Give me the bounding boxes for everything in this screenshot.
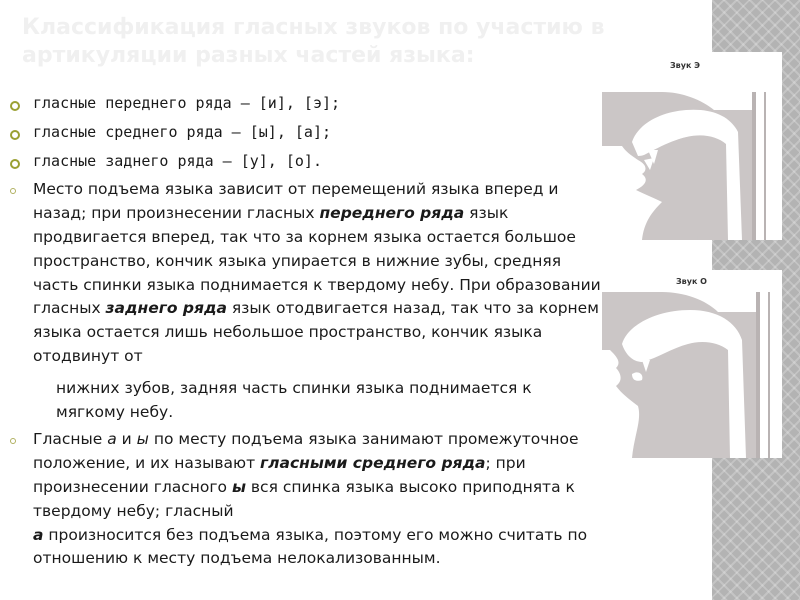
diagram-label-o: Звук О (676, 277, 707, 286)
articulation-diagram-e (602, 52, 782, 240)
list-item-middle-vowels: гласные среднего ряда — [ы], [а]; (10, 121, 602, 145)
diagram-label-e: Звук Э (670, 61, 701, 70)
emphasis-middle-row: гласными среднего ряда (260, 454, 486, 473)
list-item-back-vowels: гласные заднего ряда — [у], [о]. (10, 150, 602, 174)
emphasis-front-row: переднего ряда (319, 204, 465, 223)
articulation-diagram-e-drawing (602, 52, 782, 240)
bullet-icon (10, 159, 20, 169)
articulation-diagram-o (602, 270, 782, 458)
bullet-icon (10, 438, 16, 444)
paragraph-continuation: нижних зубов, задняя часть спинки языка поднимается к мягкому небу. (56, 378, 532, 421)
paragraph-tongue-position: Место подъема языка зависит от перемещений языка вперед и назад; при произнесении гласных переднего ряда язык продвигается вперед, так что за корнем языка остается большое пространство, кончик языка упирается в нижние зубы, средняя часть спинки языка поднимается к твердому небу. При образовании гласных заднего ряда язык отодвигается назад, так что за корнем языка остается лишь небольшое пространство, кончик языка отодвинут от (10, 178, 602, 368)
slide-body (10, 92, 602, 571)
bullet-icon (10, 188, 16, 194)
slide-title: Классификация гласных звуков по участию в артикуляции разных частей языка: (22, 15, 605, 68)
bullet-icon (10, 130, 20, 140)
emphasis-back-row: заднего ряда (105, 299, 227, 318)
articulation-diagram-o-drawing (602, 270, 782, 458)
list-item-front-vowels: гласные переднего ряда — [и], [э]; (10, 92, 602, 116)
bullet-icon (10, 101, 20, 111)
paragraph-middle-row: Гласные а и ы по месту подъема языка занимают промежуточное положение, и их называют гласными среднего ряда; при произнесении гласного ы вся спинка языка высоко приподнята к твердому небу; гласный а произносится без подъема языка, поэтому его можно считать по отношению к месту подъема нелокализованным. (10, 428, 602, 571)
